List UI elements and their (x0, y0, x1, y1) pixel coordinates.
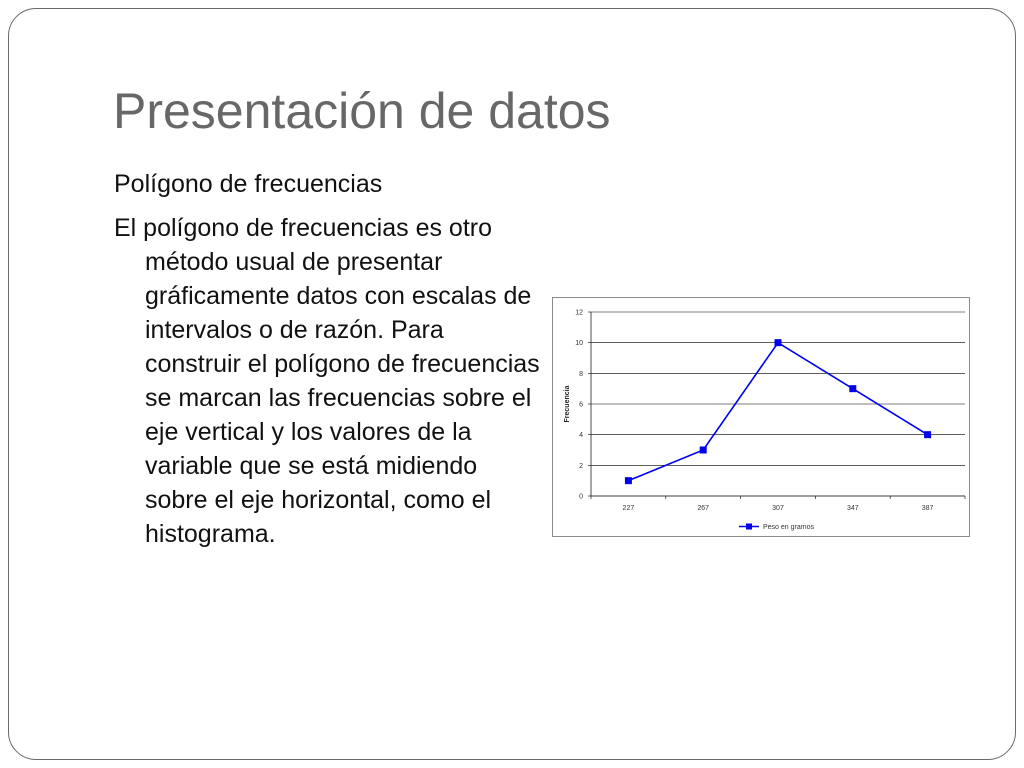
y-axis-title: Frecuencia (564, 385, 571, 423)
subheading: Polígono de frecuencias (114, 170, 383, 198)
legend-marker (746, 524, 752, 530)
y-tick-label: 6 (579, 401, 583, 409)
frequency-polygon-chart (552, 297, 970, 537)
y-tick-label: 2 (579, 462, 583, 470)
series-line (628, 343, 927, 481)
y-tick-label: 0 (579, 493, 583, 501)
data-point (775, 339, 782, 346)
chart-canvas (553, 298, 971, 538)
data-point (849, 385, 856, 392)
y-tick-label: 8 (579, 370, 583, 378)
slide-title: Presentación de datos (113, 83, 611, 139)
x-tick-label: 227 (622, 505, 635, 512)
data-point (700, 447, 707, 454)
data-point (625, 477, 632, 484)
y-tick-label: 4 (579, 432, 583, 440)
data-point (924, 431, 931, 438)
x-tick-label: 267 (697, 505, 710, 512)
body-paragraph: El polígono de frecuencias es otro método usual de presentar gráficamente datos con escalas de intervalos o de razón. Para construir el polígono de frecuencias se marcan las frecuencias sobre el eje vertical y los valores de la variable que se está midiendo sobre el eje horizontal, como el histograma. (114, 214, 540, 548)
x-tick-label: 347 (846, 505, 859, 512)
legend-label: Peso en gramos (763, 524, 814, 531)
x-tick-label: 307 (772, 505, 784, 512)
y-tick-label: 10 (575, 340, 583, 348)
x-tick-label: 387 (921, 505, 934, 512)
y-tick-label: 12 (575, 309, 583, 317)
